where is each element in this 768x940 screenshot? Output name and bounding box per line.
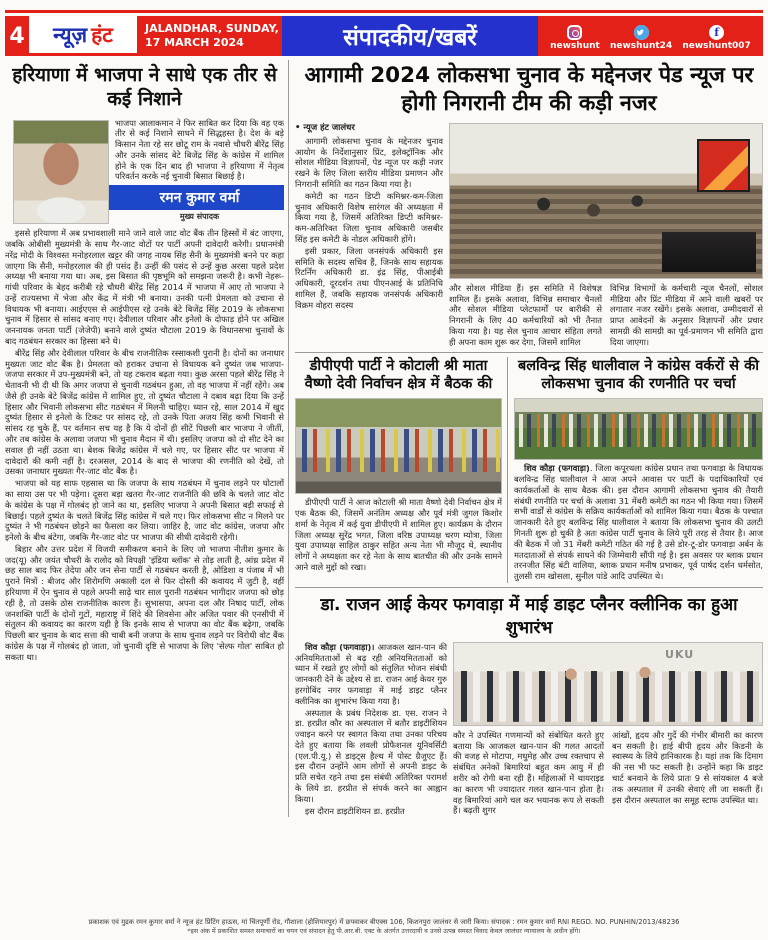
- dateline-line2: 17 MARCH 2024: [145, 36, 244, 49]
- imprint-footer: [5, 918, 763, 936]
- editorial-author-banner: रमन कुमार वर्मा: [109, 185, 284, 210]
- right-section: [289, 60, 763, 817]
- clinic-article: [295, 592, 763, 818]
- paid-news-cols: [449, 283, 763, 348]
- paid-news-right: [449, 123, 763, 348]
- dpap-group-photo: [295, 398, 502, 494]
- dateline-line1: JALANDHAR, SUNDAY,: [145, 22, 279, 36]
- editorial-intro: भाजपा आलाकमान ने फिर साबित कर दिया कि वह एक तीर से कई निशाने साधने में सिद्धहस्त है। देश के बड़े किसान नेता रहे सर छोटू राम के नवासे चौधरी बीरेंद्र सिंह और उनके सांसद बेटे बिजेंद्र सिंह के कांग्रेस में शामिल होने के एक दिन बाद ही भाजपा ने हरियाणा में नेतृत्व परिवर्तन करके नई चुनावी बिसात बिछाई है।: [115, 117, 284, 182]
- paid-news-body: [295, 123, 763, 348]
- congress-paragraph: [514, 463, 763, 582]
- horizontal-rule: [295, 587, 763, 588]
- imprint-line1: प्रकाशक एवं मुद्रक रमन कुमार वर्मा ने न्यूज हंट प्रिंटिंग हाऊस, मां चिंतपूर्णी रोड, गौशाला (होशियारपुर) में छपवाकर बीएक्स 106, किशनपुरा जालंधर से जारी किया। संपादक : रमन कुमार वर्मा RNI REGD. NO. PUNHIN/2013/48236: [88, 918, 680, 927]
- social-facebook: [682, 25, 751, 54]
- paid-news-col2: और सोशल मीडिया हैं। इस समिति में विशेषज्ञ शामिल हैं। इसके अलावा, विभिन्न समाचार चैनलों और सोशल मीडिया प्लेटफार्मों पर बारीकी से निगरानी के लिए 40 कर्मचारियों को भी तैनात किया गया है। यह सेल चुनाव आचार संहिता लगते ही अपना काम शुरू कर देगा, जिसमें शामिल: [449, 282, 602, 347]
- editorial-author-role: मुख्य संपादक: [179, 212, 220, 222]
- facebook-handle: newshunt007: [682, 40, 751, 51]
- clinic-wall-sign: UKU: [665, 647, 695, 661]
- instagram-icon: [567, 25, 582, 40]
- paid-news-byline: • न्यूज हंट जालंधर: [295, 123, 443, 134]
- congress-text: . जिला कपूरथला कांग्रेस प्रधान तथा फगवाड़ा के विधायक बलविन्द्र सिंह धालीवाल ने आज अपने आवास पर पार्टी के पदाधिकारियों एवं कार्यकर्ताओं के साथ बैठक की। इस दौरान आगामी लोकसभा चुनाव की तैयारी संबंधी रणनीति पर चर्चा के अलावा 31 मेंबरी कमेटी का गठन भी किया गया। जिसमें सभी वार्डों से कांग्रेस के सक्रिय कार्यकर्ताओं को शामिल किया गया। बैठक के पश्चात जानकारी देते हुए बलविन्द्र सिंह धालीवाल ने बताया कि लोकसभा चुनाव की उलटी गिनती शुरू हो चुकी है अतः कांग्रेस पार्टी चुनाव के लिये पूरी तरह से तैयार है। आज की बैठक में जो 31 मेंबरी कमेटी गठित की गई है उसे डोर-टू-डोर फगवाड़ा अर्बन के मतदाताओं से संपर्क साधने की जिम्मेवारी सौंपी गई है। इस अवसर पर ब्लाक प्रधान तरनजीत सिंह बंटी वालिया, ब्लाक प्रधान मनीष प्रभाकर, पूर्व पार्षद दर्शन धर्मसोत, तुलसी राम खोसला, सुनील पांडे आदि उपस्थित थे।: [514, 463, 763, 582]
- clinic-paragraph: अस्पताल के प्रबंध निदेशक डा. एस. राजन ने डा. हरप्रीत कौर का अस्पताल में बतौर डाइटीशियन ज्वाइन करने पर स्वागत किया तथा उनका परिचय देते हुए बताया कि लवली प्रोफैशनल यूनिवर्सिटी (एल.पी.यू.) से डाइट्स हैल्थ में पोस्ट ग्रैजुएट हैं। इस दौरान उन्होंने आम लोगों से अपनी डाइट के प्रति सचेत रहने तथा इस संबंधी अतिरिक्त परामर्श के लिये डा. हरप्रीत से संपर्क करने का आह्वान किया।: [295, 707, 447, 804]
- clinic-text: आजकल खान-पान की अनियमितताओं से बढ़ रही अनियमितताओं को ध्यान में रखते हुए लोगों को संतुलित भोजन संबंधी जानकारी देने के उद्देश्य से डा. राजन आई केयर गुरु हरगोबिंद नगर फगवाड़ा में माई डाइट प्लैनर क्लीनिक का शुभारंभ किया गया है।: [295, 641, 448, 706]
- clinic-paragraph: [295, 642, 447, 707]
- paid-news-col3: विभिन्न विभागों के कर्मचारी न्यूज चैनलों, सोशल मीडिया और प्रिंट मीडिया में आने वाली खबरों पर लगातार नजर रखेंगे। इसके अलावा, उम्मीदवारों से प्राप्त आवेदनों के अनुसार विज्ञापनों और प्रचार सामग्री की सामग्री का पूर्व-प्रमाणन भी समिति द्वारा दिया जाएगा।: [610, 282, 763, 347]
- social-twitter: [610, 25, 672, 54]
- congress-group-photo: [514, 398, 763, 460]
- clinic-body: [295, 642, 763, 818]
- logo-word-2: हंट: [91, 22, 113, 47]
- editorial-headline: हरियाणा में भाजपा ने साधे एक तीर से कई निशाने: [12, 64, 277, 110]
- clinic-lead: शिव कौड़ा (फगवाड़ा)।: [305, 641, 375, 652]
- editorial-paragraph: बीरेंद्र सिंह और देवीलाल परिवार के बीच राजनीतिक रस्साकशी पुरानी है। दोनों का जनाधार मुख्यतः जाट वोट बैंक है। प्रेमलता को हराकर उचाना से विधायक बने दुष्यंत जब भाजपा-जजपा सरकार में उप-मुख्यमंत्री बने, तो यह टकराव बढ़ता गया। कुछ अरसा पहले बीरेंद्र सिंह ने चेतावनी भी दी थी कि अगर जजपा से चुनावी गठबंधन हुआ, तो वह भाजपा में नहीं रहेंगे। अब जैसे ही उनके बेटे बिजेंद्र कांग्रेस में शामिल हुए, तो दुष्यंत चौटाला ने दबाव बढ़ा दिया कि उन्हें हिसार और भिवानी लोकसभा सीट गठबंधन में मिलनी चाहिए। ध्यान रहे, साल 2014 में खुद दुष्यंत हिसार से इनेलो के टिकट पर सांसद रहे, तो उनके पिता अजय सिंह कभी भिवानी से सांसद रह चुके हैं, पर वर्तमान सच यह है कि ये दोनों ही सीटें पिछली बार भाजपा ने जीतीं, और तब कांग्रेस के अलावा जजपा भी चुनाव मैदान में थी। इसलिए जजपा को दो सीट देने का सवाल ही नहीं उठता था। बेशक बिजेंद्र कांग्रेस में चले गए, पर हिसार सीट पर भाजपा में दावेदारों की कमी नहीं है। दरअसल, 2014 के बाद से भाजपा की रणनीति को देखें, तो उसका जनाधार मुख्यतः गैर-जाट वोट बैंक है।: [5, 347, 284, 477]
- paid-news-col1: [295, 123, 443, 348]
- editorial-paragraph: बिहार और उत्तर प्रदेश में विजयी समीकरण बनाने के लिए जो भाजपा नीतीश कुमार के जद(यू) और जयंत चौधरी के रालोद को विपक्षी 'इंडिया ब्लॉक' से तोड़ लाती है, आंध्र प्रदेश में छह साल बाद फिर तेदेपा और जन सेना पार्टी से गठबंधन करती है, ओडिशा व पंजाब में भी पुराने मित्रों : बीजद और शिरोमणि अकाली दल से फिर दोस्ती की कवायद में जुटी है, वहीं हरियाणा में ऐन चुनाव से पहले अपनी साढ़े चार साल पुरानी गठबंधन भागीदार जजपा को छोड़ रही है, तो उसके ठोस राजनीतिक कारण हैं। सुभासपा, अपना दल और निषाद पार्टी, लोक जनशक्ति पार्टी के दोनों गुटों, महाराष्ट्र में शिंदे की शिवसेना और अजित पवार की एनसीपी में संतुलन की कवायद का कारण यही है कि इनके साथ से भाजपा का वोट बैंक बढ़ेगा, जबकि पिछली बार चुनाव के बाद सत्ता की चाबी बनी जजपा के साथ चुनाव लड़ने पर विरोधी वोट बैंक कांग्रेस के पक्ष में गोलबंद हो जाता, जो चुनावी दृष्टि से भाजपा के लिए 'सेल्फ गोल' साबित हो सकता था।: [5, 543, 284, 662]
- paid-news-paragraph: इसी प्रकार, जिला जनसंपर्क अधिकारी इस समिति के सदस्य सचिव हैं, जिनके साथ सहायक रिटर्निंग अधिकारी डा. इंद्र सिंह, पीआईबी अधिकारी, दूरदर्शन तथा पीएनआई के प्रतिनिधि शामिल हैं, जबकि सहायक जनसंपर्क अधिकारी विक्रम वोहरा सदस्य: [295, 245, 443, 310]
- social-bar: [538, 16, 763, 56]
- top-rule: [5, 10, 763, 13]
- editorial-media: [5, 118, 284, 227]
- clinic-col3: आंखों, हृदय और गुर्दे की गंभीर बीमारी का कारण बन सकती है। हाई बीपी हृदय और किडनी के स्वास्थ्य के लिये हानिकारक है। यहां तक कि दिमाग की नस भी फट सकती है। उन्होंने कहा कि डाइट चार्ट बनवाने के लिये प्रातः 9 से सांयकाल 4 बजे तक अस्पताल में उनकी सेवाएं ली जा सकती हैं। इस दौरान अस्पताल का समूह स्टाफ उपस्थित था।: [612, 729, 763, 805]
- facebook-icon: f: [709, 25, 724, 40]
- dateline: [137, 16, 282, 56]
- editorial-body: [5, 228, 284, 662]
- instagram-handle: newshunt: [550, 40, 600, 51]
- masthead: [5, 16, 763, 56]
- middle-row: [295, 357, 763, 583]
- horizontal-rule: [295, 352, 763, 353]
- office-desk: [662, 232, 756, 272]
- congress-headline: बलविन्द्र सिंह धालीवाल ने कांग्रेस वर्करों से की लोकसभा चुनाव की रणनीति पर चर्चा: [517, 357, 760, 393]
- paid-news-article: [295, 62, 763, 348]
- clinic-col2: कौर ने उपस्थित गणमान्यों को संबोधित करते हुए बताया कि आजकल खान-पान की गलत आदतों की वजह से मोटापा, मधुमेह और उच्च रक्तचाप से संबंधित अनेकों बिमारियां बहुत कम आयु में ही शरीर को रोगी बना रही हैं। महिलाओं में थायराइड का कारण भी ज्यादातर गलत खान-पान होता है। वह बिमारियां आगे चल कर भयानक रूप ले सकती हैं। बढ़ती शुगर: [453, 729, 604, 816]
- clinic-cols: [453, 730, 763, 816]
- congress-lead: शिव कौड़ा (फगवाड़ा): [524, 463, 590, 474]
- dpap-paragraph: डीपीएपी पार्टी ने आज कोटाली श्री माता वैष्णो देवी निर्वाचन क्षेत्र में एक बैठक की, जिसमें अनंतिम अध्यक्ष और पूर्व मंत्री जुगल किशोर शर्मा के नेतृत्व में कई युवा डीपीएपी में शामिल हुए। कार्यक्रम के दौरान जिला अध्यक्ष सुरेंद्र भगत, जिला वरिष्ठ उपाध्यक्ष चरण म्योत्रा, जिला युवा उपाध्यक्ष साहिल ठाकुर सहित अन्य नेता भी मौजूद थे, स्थानीय लोगों ने अध्यक्षता कर रहे नेता के साथ बातचीत की और उनके सामने आने वाले मुद्दों को रखा।: [295, 497, 502, 572]
- congress-article: [508, 357, 763, 583]
- clinic-launch-photo: [453, 642, 763, 726]
- meeting-office-photo: [449, 123, 763, 279]
- page-number: 4: [5, 16, 29, 56]
- editorial-paragraph: भाजपा को यह साफ एहसास था कि जजपा के साथ गठबंधन में चुनाव लड़ने पर घोटालों का साया उस पर भी पड़ेगा। दूसरा बड़ा खतरा गैर-जाट राजनीति की छवि के चलते जाट वोट के कांग्रेस के पक्ष में गोलबंद हो जाने का था, इसलिए भाजपा ने अपनी बिसात बड़ी सफाई से बिछाई। पहले दुष्यंत के चलते बिजेंद्र सिंह कांग्रेस में चले गए। फिर लोकसभा सीट न मिलने पर दुष्यंत ने भी गठबंधन छोड़ने का फैसला कर लिया। जाहिर है, जाट वोट कांग्रेस, जजपा और इनेलो के बीच बंटेगा, जबकि गैर-जाट वोट पर भाजपा की सीधी दावेदारी रहेगी।: [5, 478, 284, 543]
- paid-news-headline: आगामी 2024 लोकसभा चुनाव के मद्देनजर पेड न्यूज पर होगी निगरानी टीम की कड़ी नजर: [304, 63, 754, 116]
- dpap-body: [295, 497, 502, 572]
- section-title: संपादकीय/खबरें: [282, 16, 538, 56]
- twitter-icon: [634, 25, 649, 40]
- dpap-article: [295, 357, 507, 583]
- editorial-author-photo: [13, 120, 109, 224]
- dpap-headline: डीपीएपी पार्टी ने कोटाली श्री माता वैष्णो देवी निर्वाचन क्षेत्र में बैठक की: [304, 357, 493, 393]
- editorial-paragraph: इससे हरियाणा में अब प्रभावशाली माने जाने वाले जाट वोट बैंक तीन हिस्सों में बंट जाएगा, जबकि ओबीसी मुख्यमंत्री के साथ गैर-जाट वोटों पर पार्टी अपनी दावेदारी करेगी। प्रधानमंत्री नरेंद्र मोदी के विश्वस्त मनोहरलाल खट्टर की जगह नायब सिंह सैनी के मुख्यमंत्री बनने पर कहा जाएगा कि सैनी, मनोहरलाल की ही पसंद हैं। उन्हीं की पसंद से उन्हें कुछ अरसा पहले प्रदेश अध्यक्ष भी बनाया गया था। अब, इस बिसात की पृष्ठभूमि को समझना जरूरी है। कभी नेहरू-गांधी परिवार के बेहद करीबी रहे चौधरी बीरेंद्र सिंह 2014 में भाजपा में आए तो भाजपा ने उन्हें राज्यसभा में भेजा और केंद्र में मंत्री भी बनाया। उनकी पत्नी प्रेमलता को उचाना से विधायक भी बनाया। आईएएस से आईपीएस रहे उनके बेटे बिजेंद्र सिंह 2019 के लोकसभा चुनाव में हिसार से सांसद बनाए गए। देवीलाल परिवार और इनेलो के दोफाड़ होने पर अखिल जननायक जनता पार्टी (जेजेपी) बनाने वाले दुष्यंत चौटाला 2019 के विधानसभा चुनावों के बाद गठबंधन सरकार का हिस्सा बने थे।: [5, 228, 284, 346]
- clinic-col1: [295, 642, 447, 818]
- tv-screen: [697, 139, 750, 191]
- paid-news-paragraph: आगामी लोकसभा चुनाव के मद्देनजर चुनाव आयोग के निर्देशानुसार प्रिंट, इलेक्ट्रॉनिक और सोशल मीडिया विज्ञापनों, पेड न्यूज पर कड़ी नजर रखने के लिए जिला स्तरीय मीडिया प्रमाणन और निगरानी समिति का गठन किया गया है।: [295, 135, 443, 190]
- page-content: [5, 60, 763, 817]
- newspaper-logo: [29, 16, 137, 56]
- twitter-handle: newshunt24: [609, 40, 673, 51]
- editorial-article: [5, 60, 288, 817]
- social-instagram: [550, 25, 600, 54]
- logo-word-1: न्यूज़: [53, 22, 88, 47]
- paid-news-paragraph: कमेटी का गठन डिप्टी कमिश्नर-कम-जिला चुनाव अधिकारी विशेष सारंगल की अध्यक्षता में किया गया है, जिसमें अतिरिक्त डिप्टी कमिश्नर-कम-अतिरिक्त जिला चुनाव अधिकारी जसबीर सिंह इस कमेटी के नोडल अधिकारी होंगे।: [295, 190, 443, 244]
- congress-body: [514, 463, 763, 582]
- clinic-headline: डा. राजन आई केयर फगवाड़ा में माई डाइट प्लैनर क्लीनिक का हुआ शुभारंभ: [320, 594, 738, 638]
- clinic-paragraph: इस दौरान डाइटीशियन डा. हरप्रीत: [305, 805, 405, 816]
- clinic-right: [453, 642, 763, 818]
- imprint-line2: *इस अंक में प्रकाशित समस्त समाचारों का चयन एवं संपादन हेतु पी.आर.बी. एक्ट के अंतर्गत उत्तरदायी व उनसे उत्पन्न समस्त विवाद केवल जालंधर न्यायालय के अधीन होंगे।: [187, 927, 581, 936]
